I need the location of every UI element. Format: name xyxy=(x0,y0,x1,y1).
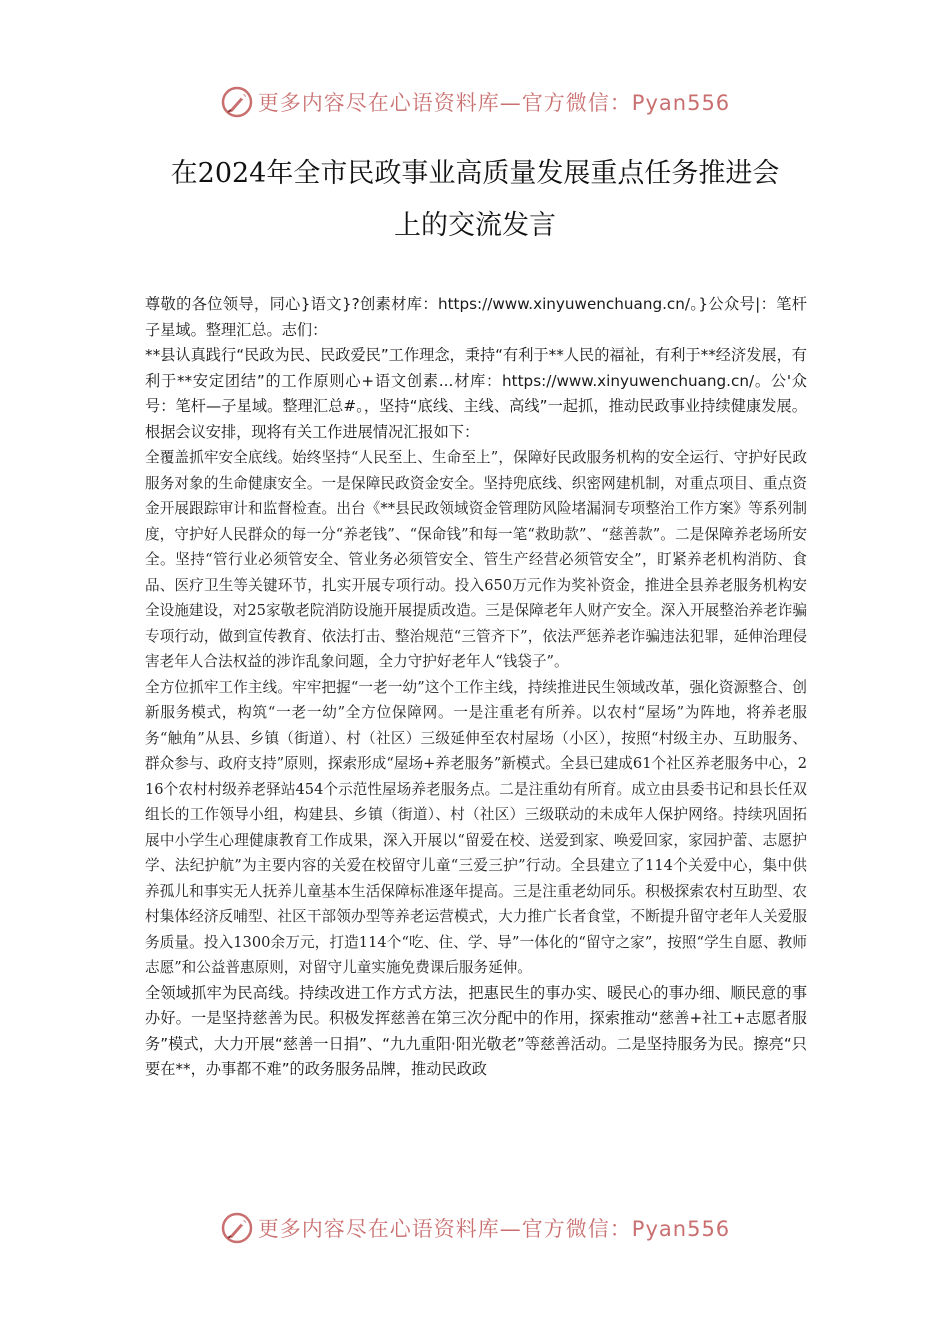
safety-baseline-paragraph: 全覆盖抓牢安全底线。始终坚持“人民至上、生命至上”，保障好民政服务机构的安全运行、守护好民政服务对象的生命健康安全。一是保障民政资金安全。坚持兜底线、织密网建机制，对重点项目、重点资金开展跟踪审计和监督检查。出台《**县民政领域资金管理防风险堵漏洞专项整治工作方案》等系列制度，守护好人民群众的每一分“养老钱”、“保命钱”和每一笔“救助款”、“慈善款”。二是保障养老场所安全。坚持“管行业必须管安全、管业务必须管安全、管生产经营必须管安全”，盯紧养老机构消防、食品、医疗卫生等关键环节，扎实开展专项行动。投入650万元作为奖补资金，推进全县养老服务机构安全设施建设，对25家敬老院消防设施开展提质改造。三是保障老年人财产安全。深入开展整治养老诈骗专项行动，做到宣传教育、依法打击、整治规范“三管齐下”，依法严惩养老诈骗违法犯罪，延伸治理侵害老年人合法权益的涉诈乱象问题，全力守护好老年人“钱袋子”。 xyxy=(145,449,807,670)
intro-paragraph: **县认真践行“民政为民、民政爱民”工作理念，秉持“有利于**人民的福祉，有利于**经济发展，有利于**安定团结”的工作原则心+语文创素...材库：https://www.xinyuwenchuang.cn/。公'众号：笔杆—子星域。整理汇总#。，坚持“底线、主线、高线”一起抓，推动民政事业持续健康发展。根据会议安排，现将有关工作进展情况汇报如下： xyxy=(145,346,807,441)
title-line-2: 上的交流发言 xyxy=(394,210,556,241)
watermark-text: 更多内容尽在心语资料库—官方微信：Pyan556 xyxy=(257,1217,731,1241)
salutation-paragraph: 尊敬的各位领导，同心}语文}?创素材库：https://www.xinyuwenchuang.cn/。}公众号|：笔杆子星域。整理汇总。志们： xyxy=(145,295,807,339)
header-watermark-banner xyxy=(0,82,950,122)
footer-watermark-banner xyxy=(0,1208,950,1248)
document-body xyxy=(145,292,807,1083)
main-line-paragraph: 全方位抓牢工作主线。牢牢把握“一老一幼”这个工作主线，持续推进民生领域改革，强化资源整合、创新服务模式，构筑“一老一幼”全方位保障网。一是注重老有所养。以农村“屋场”为阵地，将养老服务“触角”从县、乡镇（街道）、村（社区）三级延伸至农村屋场（小区），按照“村级主办、互助服务、群众参与、政府支持”原则，探索形成“屋场+养老服务”新模式。全县已建成61个社区养老服务中心，216个农村村级养老驿站454个示范性屋场养老服务点。二是注重幼有所育。成立由县委书记和县长任双组长的工作领导小组，构建县、乡镇（街道）、村（社区）三级联动的未成年人保护网络。持续巩固拓展中小学生心理健康教育工作成果，深入开展以“留爱在校、送爱到家、唤爱回家，家园护蕾、志愿护学、法纪护航”为主要内容的关爱在校留守儿童“三爱三护”行动。全县建立了114个关爱中心，集中供养孤儿和事实无人抚养儿童基本生活保障标准逐年提高。三是注重老幼同乐。积极探索农村互助型、农村集体经济反哺型、社区干部领办型等养老运营模式，大力推广长者食堂，不断提升留守老年人关爱服务质量。投入1300余万元，打造114个“吃、住、学、导”一体化的“留守之家”，按照“学生自愿、教师志愿”和公益普惠原则，对留守儿童实施免费课后服务延伸。 xyxy=(145,678,807,976)
quill-logo-icon xyxy=(220,1211,254,1245)
high-line-paragraph: 全领域抓牢为民高线。持续改进工作方式方法，把惠民生的事办实、暖民心的事办细、顺民意的事办好。一是坚持慈善为民。积极发挥慈善在第三次分配中的作用，探索推动“慈善+社工+志愿者服务”模式，大力开展“慈善一日捐”、“九九重阳·阳光敬老”等慈善活动。二是坚持服务为民。擦亮“只要在**，办事都不难”的政务服务品牌，推动民政政 xyxy=(145,983,807,1078)
watermark-text: 更多内容尽在心语资料库—官方微信：Pyan556 xyxy=(257,91,731,115)
title-line-1: 在2024年全市民政事业高质量发展重点任务推进会 xyxy=(170,158,780,189)
quill-logo-icon xyxy=(220,85,254,119)
page-title xyxy=(100,148,850,252)
